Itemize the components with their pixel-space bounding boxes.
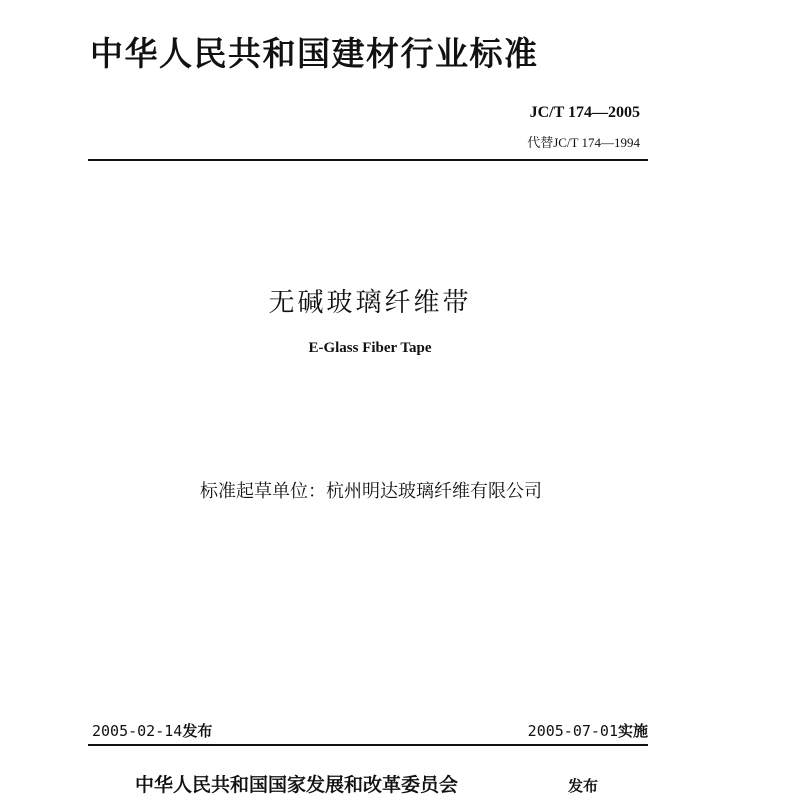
issue-date: 2005-02-14: [92, 722, 183, 740]
footer-divider: [88, 744, 648, 746]
standard-code: JC/T 174—2005: [529, 104, 640, 121]
header-title: 中华人民共和国建材行业标准: [90, 34, 539, 73]
replaced-standard: 代替JC/T 174—1994: [527, 135, 640, 150]
issuing-authority: 中华人民共和国国家发展和改革委员会: [135, 774, 459, 796]
issuer-action: 发布: [568, 777, 599, 795]
implement-date-line: [528, 720, 648, 741]
document-title-en: E-Glass Fiber Tape: [308, 340, 432, 356]
issue-date-line: [92, 720, 212, 741]
implement-label: 实施: [617, 722, 648, 740]
document-title-cn: 无碱玻璃纤维带: [268, 288, 472, 318]
issue-label: 发布: [182, 722, 213, 740]
implement-date: 2005-07-01: [527, 722, 618, 740]
drafting-organization: 标准起草单位：杭州明达玻璃纤维有限公司: [200, 481, 542, 502]
header-divider: [88, 159, 648, 161]
